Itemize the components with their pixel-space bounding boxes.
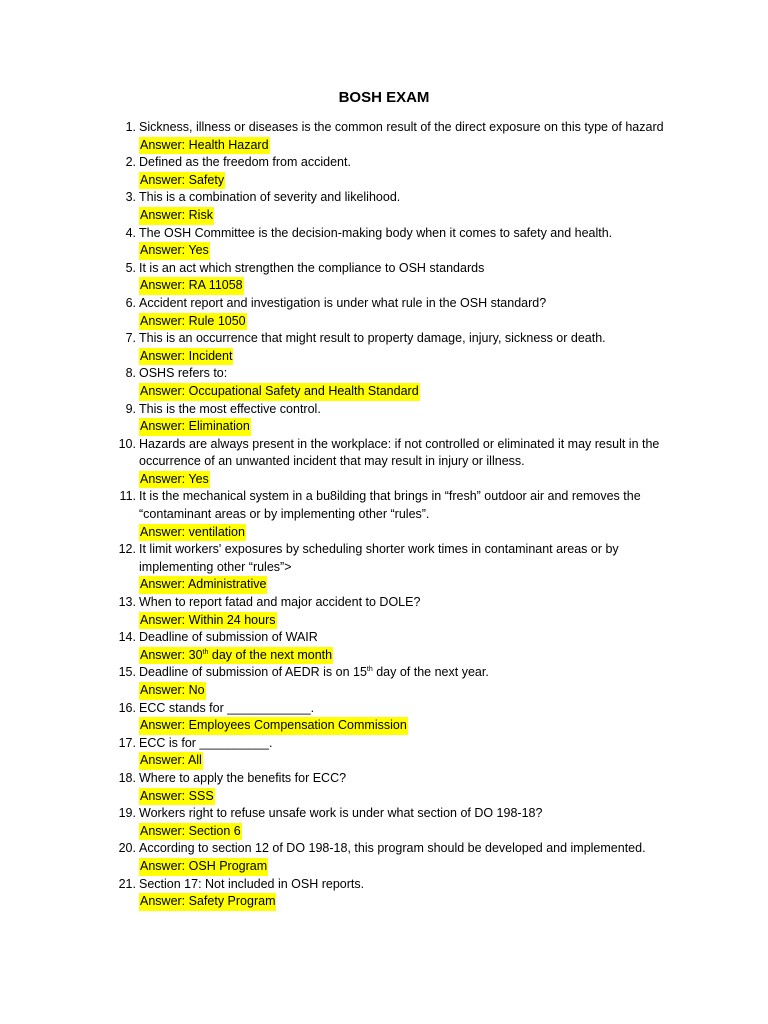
question-item <box>114 876 674 911</box>
answer-highlight <box>139 823 242 841</box>
answer-text: Safety <box>188 172 225 187</box>
answer-text: Risk <box>188 207 213 222</box>
answer-prefix: Answer: <box>140 683 189 697</box>
answer-prefix: Answer: <box>140 137 189 152</box>
question-text: Accident report and investigation is under what rule in the OSH standard? <box>139 295 547 310</box>
question-item <box>114 735 674 770</box>
answer-prefix: Answer: <box>140 471 189 486</box>
question-item <box>114 436 674 489</box>
question-superscript: th <box>366 666 373 674</box>
answer-superscript: th <box>202 648 209 656</box>
answer-text: Administrative <box>187 577 267 592</box>
answer-highlight <box>139 647 333 665</box>
answer-text: ventilation <box>188 524 245 539</box>
answer-prefix: Answer: <box>140 207 189 222</box>
question-item <box>114 189 674 224</box>
question-text: Deadline of submission of WAIR <box>139 630 318 645</box>
answer-highlight <box>139 524 246 542</box>
answer-prefix: Answer: <box>140 788 189 803</box>
answer-prefix: Answer: <box>140 577 188 592</box>
question-text: According to section 12 of DO 198-18, this program should be developed and implemented. <box>139 841 646 856</box>
question-text: This is a combination of severity and likelihood. <box>139 190 401 205</box>
answer-text: All <box>187 753 202 768</box>
answer-highlight <box>139 348 233 366</box>
answer-prefix: Answer: <box>140 383 189 398</box>
answer-prefix: Answer: <box>140 753 188 768</box>
question-text: It limit workers' exposures by scheduling shorter work times in contaminant areas or by implementing other “rules”> <box>139 542 619 574</box>
question-number: 10. <box>118 436 136 451</box>
answer-highlight <box>139 383 420 401</box>
answer-highlight <box>139 172 225 190</box>
answer-text: Employees Compensation Commission <box>188 718 407 733</box>
question-item <box>114 700 674 735</box>
answer-text: Yes <box>188 471 209 486</box>
answer-text: Yes <box>188 243 209 258</box>
question-item <box>114 840 674 875</box>
question-list <box>114 119 674 911</box>
answer-highlight <box>139 893 276 911</box>
question-item <box>114 541 674 594</box>
answer-prefix: Answer: <box>140 718 189 733</box>
answer-highlight <box>139 242 210 260</box>
question-text: Section 17: Not included in OSH reports. <box>139 876 365 891</box>
answer-text: Safety Program <box>188 894 276 909</box>
answer-text-post: day of the next month <box>208 647 333 662</box>
answer-text: SSS <box>188 788 214 803</box>
question-text-pre: Deadline of submission of AEDR is on 15 <box>139 665 367 680</box>
question-number: 19. <box>118 806 136 821</box>
question-item <box>114 330 674 365</box>
answer-highlight <box>139 858 268 876</box>
answer-text: No <box>188 683 205 697</box>
answer-prefix: Answer: <box>140 823 189 838</box>
question-item <box>114 488 674 541</box>
answer-highlight <box>139 752 203 770</box>
question-number: 18. <box>118 770 136 785</box>
question-text: It is an act which strengthen the compliance to OSH standards <box>139 260 485 275</box>
question-text: It is the mechanical system in a bu8ilding that brings in “fresh” outdoor air and removes the “contaminant areas or by implementing other “rules”. <box>139 489 641 522</box>
answer-prefix: Answer: <box>140 647 189 662</box>
question-item <box>114 119 674 154</box>
question-item <box>114 295 674 330</box>
question-number: 3. <box>125 190 136 205</box>
page-title: BOSH EXAM <box>338 89 430 106</box>
question-text: Workers right to refuse unsafe work is under what section of DO 198-18? <box>139 806 543 821</box>
answer-highlight <box>139 612 277 630</box>
question-number: 17. <box>118 735 136 750</box>
question-item <box>114 401 674 436</box>
answer-highlight <box>139 313 247 331</box>
question-item <box>114 365 674 400</box>
question-number: 20. <box>118 841 136 856</box>
question-number: 1. <box>125 120 136 134</box>
question-text: The OSH Committee is the decision-making body when it comes to safety and health. <box>139 225 613 240</box>
answer-prefix: Answer: <box>140 524 189 539</box>
answer-highlight <box>139 418 251 436</box>
question-item <box>114 594 674 629</box>
question-item <box>114 664 674 699</box>
answer-highlight <box>139 788 215 806</box>
question-number: 16. <box>118 700 136 715</box>
question-text: ECC stands for ____________. <box>139 700 315 715</box>
question-number: 9. <box>125 401 136 416</box>
question-text <box>139 664 674 682</box>
answer-highlight <box>139 277 244 295</box>
answer-highlight <box>139 471 210 489</box>
answer-highlight <box>139 137 270 155</box>
question-item <box>114 225 674 260</box>
answer-text: Elimination <box>188 419 250 434</box>
question-number: 11. <box>119 489 136 504</box>
question-number: 12. <box>118 542 136 557</box>
answer-prefix: Answer: <box>140 313 189 328</box>
answer-prefix: Answer: <box>140 172 189 187</box>
question-text: Sickness, illness or diseases is the common result of the direct exposure on this type of hazard <box>139 120 664 134</box>
question-number: 14. <box>118 630 136 645</box>
question-text: OSHS refers to: <box>139 366 228 381</box>
question-text: This is the most effective control. <box>139 401 321 416</box>
answer-text: Incident <box>188 348 233 363</box>
question-text: Where to apply the benefits for ECC? <box>139 770 347 785</box>
answer-prefix: Answer: <box>140 612 189 627</box>
answer-prefix: Answer: <box>140 348 189 363</box>
question-item <box>114 629 674 664</box>
answer-text: OSH Program <box>188 858 268 873</box>
question-number: 8. <box>125 366 136 381</box>
answer-highlight <box>139 207 214 225</box>
answer-text: Health Hazard <box>188 137 269 152</box>
question-text: When to report fatad and major accident to DOLE? <box>139 595 421 610</box>
question-item <box>114 770 674 805</box>
question-number: 21. <box>118 876 136 891</box>
question-number: 4. <box>125 225 136 240</box>
question-text: Hazards are always present in the workplace: if not controlled or eliminated it may result in the occurrence of an unwanted incident that may result in injury or illness. <box>139 436 660 469</box>
answer-text: Within 24 hours <box>188 612 276 627</box>
answer-prefix: Answer: <box>140 858 189 873</box>
answer-text: Section 6 <box>188 823 241 838</box>
question-text: This is an occurrence that might result to property damage, injury, sickness or death. <box>139 331 606 346</box>
answer-highlight <box>139 682 206 700</box>
question-text-post: day of the next year. <box>372 665 489 680</box>
answer-prefix: Answer: <box>140 894 189 909</box>
answer-text-pre: 30 <box>188 647 203 662</box>
answer-prefix: Answer: <box>140 243 189 258</box>
question-item <box>114 154 674 189</box>
answer-text: Occupational Safety and Health Standard <box>188 383 419 398</box>
answer-text: RA 11058 <box>188 278 243 293</box>
question-item <box>114 805 674 840</box>
answer-highlight <box>139 717 408 735</box>
answer-highlight <box>139 576 267 594</box>
question-text: Defined as the freedom from accident. <box>139 155 351 170</box>
question-number: 2. <box>125 155 136 170</box>
question-number: 5. <box>125 260 136 275</box>
question-number: 6. <box>125 295 136 310</box>
question-number: 7. <box>125 331 136 346</box>
answer-text: Rule 1050 <box>188 313 246 328</box>
question-number: 13. <box>118 595 136 610</box>
answer-prefix: Answer: <box>140 278 189 293</box>
question-item <box>114 260 674 295</box>
answer-prefix: Answer: <box>140 419 189 434</box>
question-text: ECC is for __________. <box>139 735 273 750</box>
question-number: 15. <box>118 665 136 680</box>
